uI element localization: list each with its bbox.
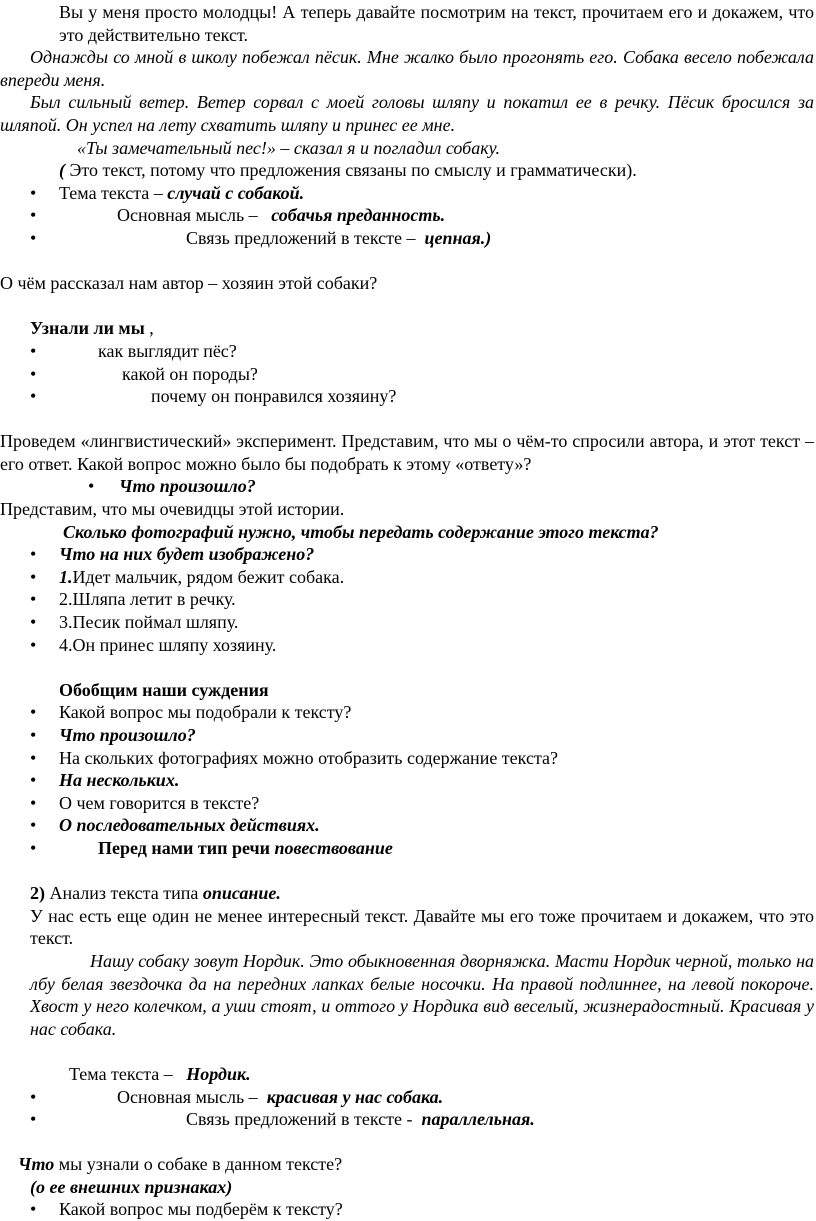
topic-value: Нордик. — [186, 1063, 251, 1084]
idea-value: красивая у нас собака. — [266, 1086, 444, 1107]
story1-quote: «Ты замечательный пес!» – сказал я и погладил собаку. — [77, 137, 500, 158]
topic-label: Тема текста – — [69, 1063, 178, 1084]
summary-item — [0, 747, 816, 770]
witness-line: Представим, что мы очевидцы этой истории. — [0, 499, 345, 520]
bullet: • — [30, 340, 37, 361]
learned-item — [0, 340, 816, 363]
link-label: Связь предложений в тексте - — [186, 1109, 418, 1130]
section2-idea — [0, 1086, 816, 1109]
bullet: • — [30, 205, 37, 226]
learned-item-text: почему он понравился хозяину? — [151, 386, 397, 407]
idea-label: Основная мысль – — [117, 205, 263, 226]
step-item — [0, 566, 816, 589]
summary-text: О чем говорится в тексте? — [59, 792, 260, 813]
bullet: • — [30, 182, 37, 203]
learned-heading-text: Узнали ли мы — [30, 318, 145, 339]
external-features: (о ее внешних признаках) — [30, 1176, 233, 1197]
summary-text: На скольких фотографиях можно отобразить содержание текста? — [59, 747, 559, 768]
section2-topic — [69, 1063, 816, 1086]
analysis1-idea — [0, 204, 816, 227]
analysis1-topic — [0, 182, 816, 205]
bullet: • — [30, 386, 37, 407]
summary-text: Какой вопрос мы подобрали к тексту? — [59, 702, 352, 723]
bullet: • — [30, 815, 37, 836]
topic-label: Тема текста – — [59, 182, 168, 203]
bullet: • — [30, 725, 37, 745]
experiment-answer — [0, 475, 816, 498]
summary-speech-type — [0, 837, 816, 860]
summary-text: О последовательных действиях. — [59, 815, 320, 836]
intro-paragraph: Вы у меня просто молодцы! А теперь давайте посмотрим на текст, прочитаем его и докажем, что это действительно текст. — [59, 2, 814, 45]
step-text: 2.Шляпа летит в речку. — [59, 589, 236, 610]
bullet: • — [88, 476, 95, 497]
summary-text: На нескольких. — [59, 770, 180, 791]
bullet: • — [30, 634, 37, 655]
analysis1-explanation — [59, 159, 816, 182]
analysis1-link — [0, 227, 816, 250]
section2-type: описание. — [202, 883, 281, 904]
bullet: • — [30, 792, 37, 813]
experiment-paragraph: Проведем «лингвистический» эксперимент. Представим, что мы о чём-то спросили автора, и этот текст – его ответ. Какой вопрос можно было бы подобрать к этому «ответу»? — [0, 431, 814, 474]
explanation-text: Это текст, потому что предложения связаны по смыслу и грамматически). — [65, 160, 637, 181]
step-item — [0, 634, 816, 657]
section2-label: Анализ текста типа — [45, 883, 203, 904]
step-text: 4.Он принес шляпу хозяину. — [59, 634, 277, 655]
summary-item — [0, 769, 816, 792]
bullet: • — [30, 747, 37, 768]
summary-item — [0, 792, 816, 815]
learned-item-text: как выглядит пёс? — [98, 340, 237, 361]
speech-type-label: Перед нами тип речи — [98, 837, 275, 858]
story1-paragraph-1: Однажды со мной в школу побежал пёсик. Мне жалко было прогонять его. Собака весело побежала впереди меня. — [0, 47, 814, 90]
link-value: параллельная. — [421, 1109, 535, 1130]
section2-story: Нашу собаку зовут Нордик. Это обыкновенная дворняжка. Масти Нордик черной, только на лбу белая звездочка да на передних лапках белые носочки. На правой подлиннее, на левой покороче. Хвост у него колечком, а уши стоят, и оттого у Нордика вид веселый, жизнерадостный. Красивая у нас собака. — [30, 950, 814, 1039]
last-question-text: Какой вопрос мы подберём к тексту? — [59, 1199, 343, 1220]
speech-type-value: повествование — [274, 837, 393, 858]
summary-text: Что произошло? — [59, 725, 196, 745]
learned-heading-comma: , — [144, 318, 154, 339]
step-text: Идет мальчик, рядом бежит собака. — [72, 566, 345, 587]
link-value: цепная.) — [424, 227, 492, 248]
bullet: • — [30, 1199, 37, 1220]
idea-label: Основная мысль – — [117, 1086, 263, 1107]
step-item — [0, 588, 816, 611]
bullet: • — [30, 612, 37, 633]
last-question — [0, 1198, 816, 1221]
learned-item — [0, 363, 816, 386]
summary-item — [0, 814, 816, 837]
bullet: • — [30, 702, 37, 723]
depicted-question — [0, 543, 816, 566]
bullet: • — [30, 1086, 37, 1107]
summary-item — [0, 724, 816, 747]
bullet: • — [30, 1109, 37, 1130]
summary-heading: Обобщим наши суждения — [59, 679, 269, 700]
depicted-question-text: Что на них будет изображено? — [59, 544, 315, 565]
idea-value: собачья преданность. — [271, 205, 446, 226]
bullet: • — [30, 363, 37, 384]
section2-heading — [30, 882, 816, 905]
what-learned-question — [18, 1153, 816, 1176]
what-rest: мы узнали о собаке в данном тексте? — [54, 1154, 343, 1175]
experiment-answer-text: Что произошло? — [119, 476, 256, 497]
learned-heading — [30, 317, 816, 340]
section2-number: 2) — [30, 883, 45, 904]
bullet: • — [30, 544, 37, 565]
section2-intro: У нас есть еще один не менее интересный текст. Давайте мы его тоже прочитаем и докажем, что это текст. — [30, 905, 814, 949]
step-number: 1. — [59, 566, 73, 587]
step-item — [0, 611, 816, 634]
bullet: • — [30, 227, 37, 248]
bullet: • — [30, 589, 37, 610]
bullet: • — [30, 566, 37, 587]
bullet: • — [30, 770, 37, 791]
story1-paragraph-2: Был сильный ветер. Ветер сорвал с моей головы шляпу и покатил ее в речку. Пёсик бросился за шляпой. Он успел на лету схватить шляпу и принес ее мне. — [0, 92, 814, 135]
learned-item-text: какой он породы? — [122, 363, 258, 384]
summary-item — [0, 701, 816, 724]
photo-question: Сколько фотографий нужно, чтобы передать содержание этого текста? — [63, 521, 659, 542]
open-paren: ( — [59, 160, 65, 181]
link-label: Связь предложений в тексте – — [186, 227, 421, 248]
section2-link — [0, 1108, 816, 1131]
topic-value: случай с собакой. — [167, 182, 305, 203]
bullet: • — [30, 837, 37, 858]
step-text: 3.Песик поймал шляпу. — [59, 612, 239, 633]
learned-item — [0, 385, 816, 408]
what-word: Что — [18, 1154, 55, 1175]
author-question: О чём рассказал нам автор – хозяин этой собаки? — [0, 273, 378, 294]
